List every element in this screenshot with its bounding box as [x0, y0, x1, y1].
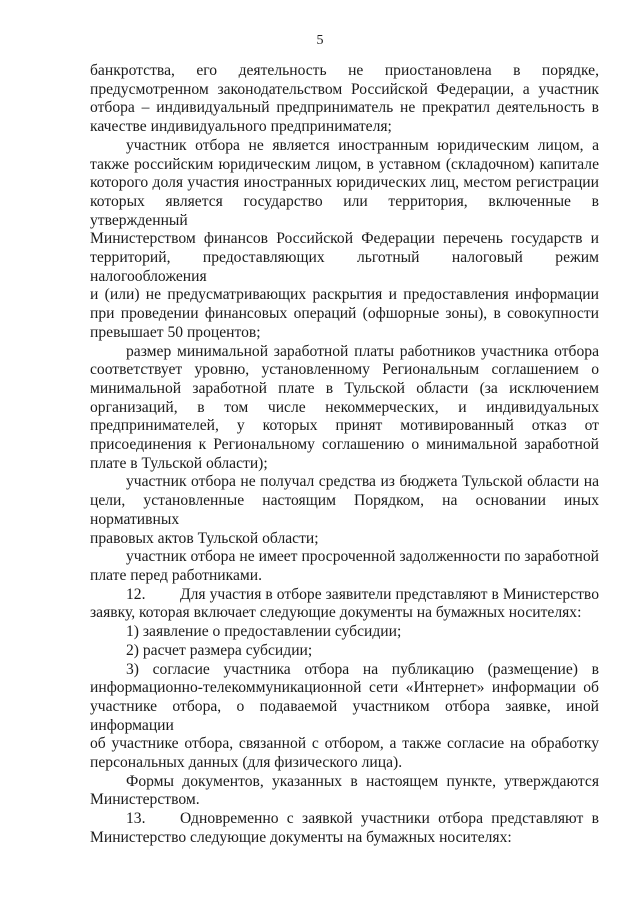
clause-number: 12. [126, 585, 146, 603]
paragraph [90, 773, 599, 810]
paragraph [90, 473, 599, 548]
line-text: Для участия в отборе заявители представляют в Министерство [180, 585, 599, 603]
text-line: Формы документов, указанных в настоящем пункте, утверждаются [126, 772, 599, 790]
text-line: Министерством. [90, 791, 200, 809]
text-line: 1) заявление о предоставлении субсидии; [126, 623, 402, 641]
text-line: участнике отбора, о подаваемой участником отбора заявке, иной информации [90, 697, 599, 734]
text-line: Министерство следующие документы на бумажных носителях: [90, 828, 512, 846]
text-line: банкротства, его деятельность не приостановлена в порядке, [90, 62, 599, 79]
line-text: Одновременно с заявкой участники отбора представляют в [180, 810, 599, 828]
clause-number: 13. [126, 810, 146, 828]
paragraph [90, 137, 599, 343]
text-line: территорий, предоставляющих льготный налоговый режим налогообложения [90, 249, 599, 285]
text-line: заявку, которая включает следующие документы на бумажных носителях: [90, 604, 582, 622]
paragraph [90, 623, 599, 642]
paragraph [90, 661, 599, 773]
paragraph [90, 810, 599, 847]
text-line: качестве индивидуального предпринимателя; [90, 118, 392, 136]
text-line: участник отбора не является иностранным юридическим лицом, а [126, 136, 599, 154]
text-line: также российским юридическим лицом, в уставном (складочном) капитале [90, 155, 599, 173]
text-line: соответствует уровню, установленному Региональным соглашением о [90, 361, 599, 379]
text-line: Министерством финансов Российской Федерации перечень государств и [90, 230, 599, 248]
paragraph [90, 642, 599, 661]
text-line: минимальной заработной плате в Тульской области (за исключением [90, 379, 599, 397]
paragraph [90, 548, 599, 585]
text-line [90, 586, 599, 605]
text-line: участник отбора не имеет просроченной задолженности по заработной [126, 548, 599, 566]
text-line: плате перед работниками. [90, 566, 263, 584]
text-line: участник отбора не получал средства из бюджета Тульской области на [126, 473, 599, 491]
text-line: 3) согласие участника отбора на публикацию (размещение) в [126, 660, 599, 678]
page-number: 5 [316, 33, 324, 48]
paragraph [90, 343, 599, 474]
text-line: которых является государство или территория, включенные в утвержденный [90, 192, 599, 229]
text-line: при проведении финансовых операций (офшорные зоны), в совокупности [90, 305, 599, 323]
text-line: организаций, в том числе некоммерческих, и индивидуальных [90, 398, 599, 416]
text-line: превышает 50 процентов; [90, 323, 261, 341]
document-body [90, 62, 599, 848]
text-line: которого доля участия иностранных юридических лиц, местом регистрации [90, 174, 599, 192]
text-line: информационно-телекоммуникационной сети «Интернет» информации об [90, 679, 599, 697]
text-line: правовых актов Тульской области; [90, 529, 319, 547]
paragraph [90, 62, 599, 137]
text-line: размер минимальной заработной платы работников участника отбора [126, 342, 599, 360]
text-line: цели, установленные настоящим Порядком, на основании иных нормативных [90, 492, 599, 528]
text-line: отбора – индивидуальный предприниматель не прекратил деятельность в [90, 99, 599, 117]
text-line: предусмотренном законодательством Российской Федерации, а участник [90, 80, 599, 98]
text-line: присоединения к Региональному соглашению о минимальной заработной [90, 436, 599, 454]
text-line: персональных данных (для физического лица). [90, 754, 403, 772]
text-line [90, 810, 599, 829]
text-line: об участнике отбора, связанной с отбором, а также согласие на обработку [90, 735, 599, 753]
text-line: плате в Тульской области); [90, 454, 268, 472]
paragraph [90, 586, 599, 623]
text-line: 2) расчет размера субсидии; [126, 641, 313, 659]
text-line: предпринимателей, у которых принят мотивированный отказ от [90, 417, 599, 435]
text-line: и (или) не предусматривающих раскрытия и предоставления информации [90, 286, 599, 304]
